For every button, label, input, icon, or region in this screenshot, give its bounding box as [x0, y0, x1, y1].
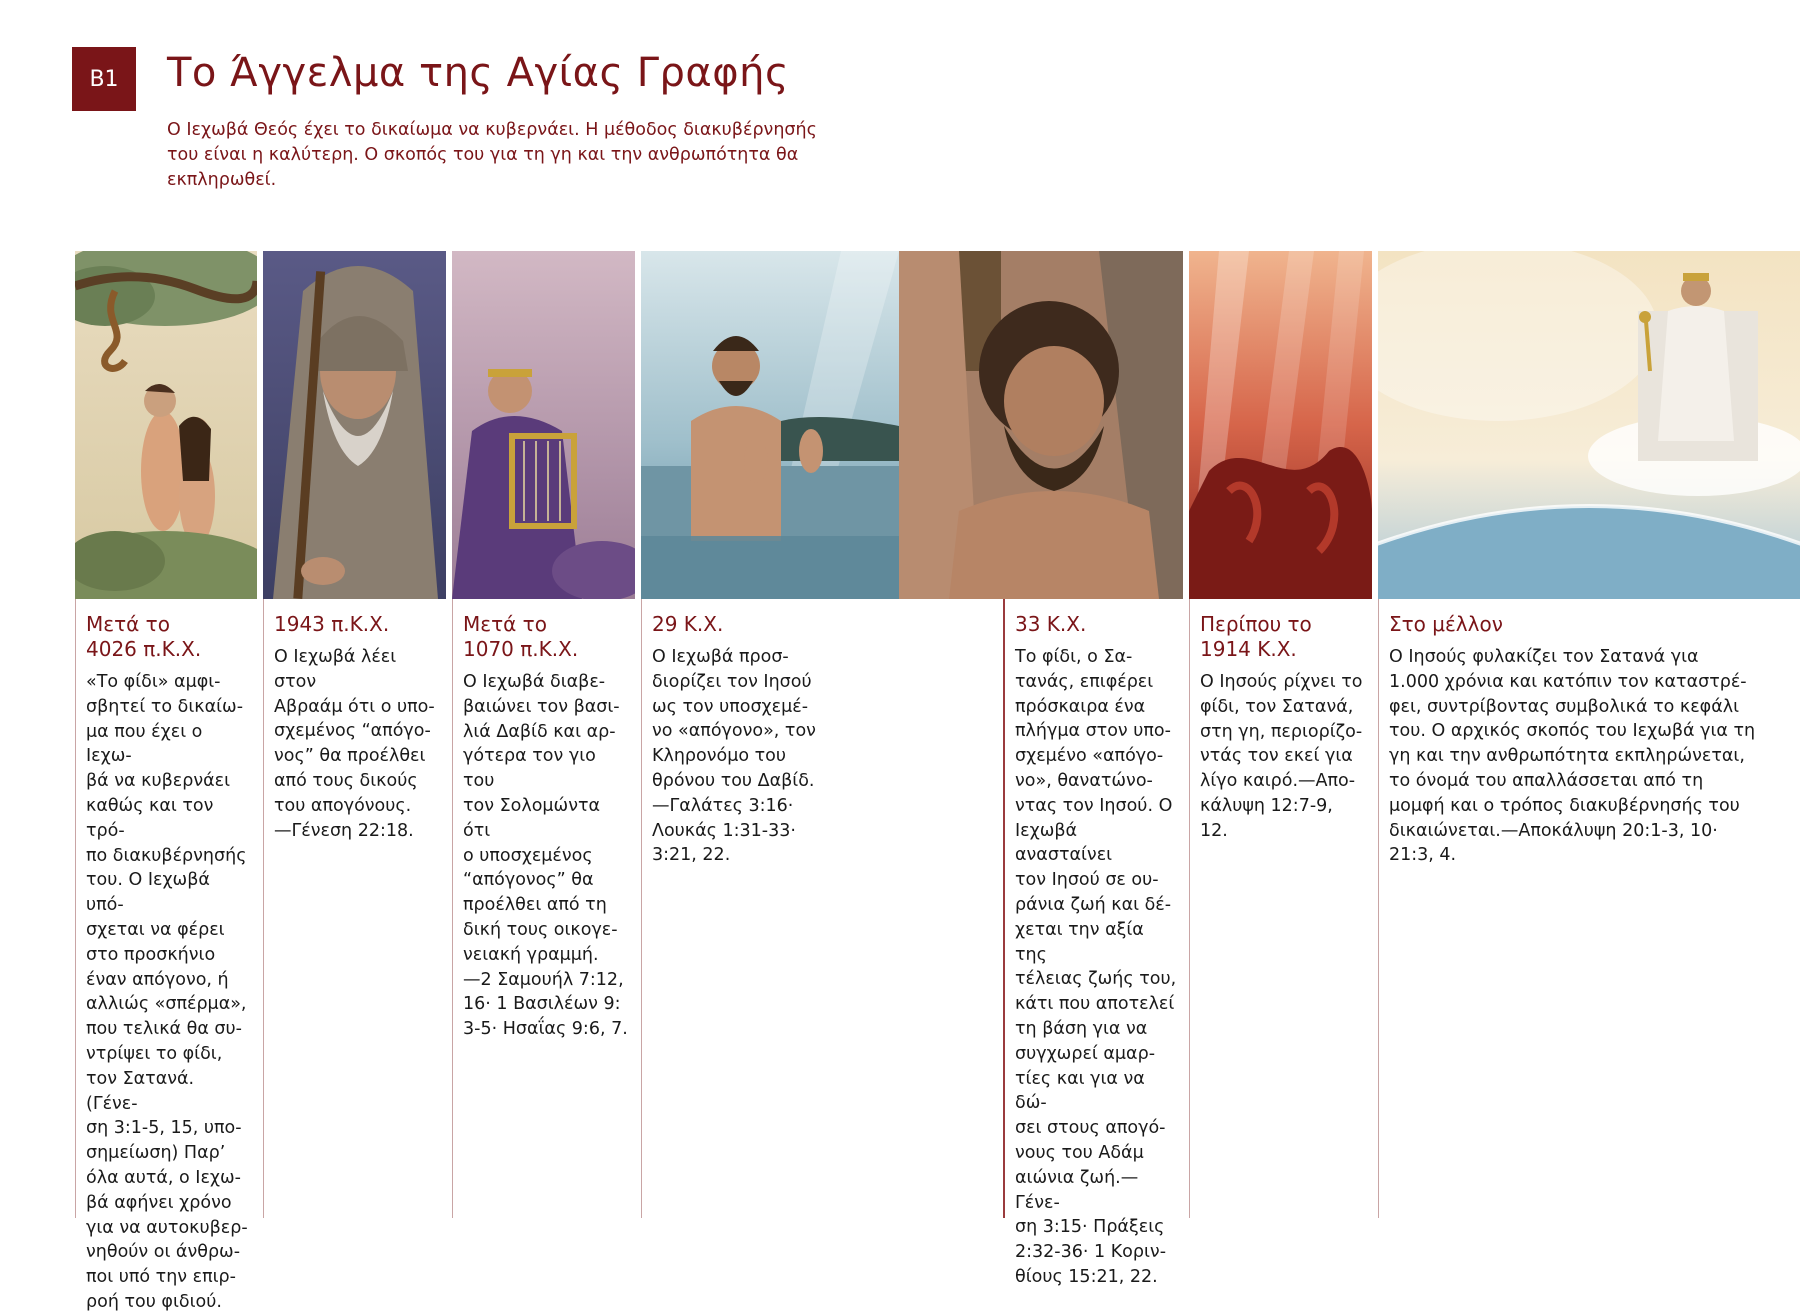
page-title: Το Άγγελμα της Αγίας Γραφής: [167, 50, 789, 96]
entry-date: 29 Κ.Χ.: [652, 612, 724, 636]
entry-text: Ο Ιησούς φυλακίζει τον Σατανά για 1.000 χρόνια και κατόπιν τον καταστρέ- φει, συντρίβοντας συμβολικά το κεφάλι του. Ο αρχικός σκοπός του Ιεχωβά για τη γη και την ανθρωπότητα εκπληρώνεται, το όνομά του απαλλάσσεται από τη μομφή και ο τρόπος διακυβέρνησής του δικαιώνεται.—Αποκάλυψη 20:1-3, 10· 21:3, 4.: [1389, 647, 1756, 866]
jesus-king-throne-image: [1378, 251, 1800, 599]
entry-date: Στο μέλλον: [1389, 612, 1503, 636]
timeline-entry-2: [263, 599, 447, 1218]
entry-text: Ο Ιεχωβά προσ- διορίζει τον Ιησού ως τον υποσχεμέ- νο «απόγονο», τον Κληρονόμο του θρόνου του Δαβίδ. —Γαλάτες 3:16· Λουκάς 1:31-33· 3:21, 22.: [652, 647, 816, 866]
king-david-harp-image: [452, 251, 635, 599]
entry-date: 33 Κ.Χ.: [1015, 612, 1087, 636]
intro-paragraph: Ο Ιεχωβά Θεός έχει το δικαίωμα να κυβερνάει. Η μέθοδος διακυβέρνησής του είναι η καλύτερη. Ο σκοπός του για τη γη και την ανθρωπότητα θα εκπληρωθεί.: [167, 120, 817, 190]
timeline-entry-1: [75, 599, 258, 1312]
jesus-baptism-image: [641, 251, 899, 599]
entry-date: 1943 π.Κ.Χ.: [274, 612, 390, 636]
timeline-entry-5: [1003, 599, 1185, 1287]
entry-text: Ο Ιεχωβά λέει στον Αβραάμ ότι ο υπο- σχεμένος “απόγο- νος” θα προέλθει από τους δικούς του απογόνους. —Γένεση 22:18.: [274, 647, 435, 841]
serpent-adam-eve-image: [75, 251, 257, 599]
section-badge: B1: [72, 47, 136, 111]
entry-date: Μετά το 1070 π.Κ.Χ.: [463, 612, 579, 661]
timeline-entry-4: [641, 599, 1000, 1218]
entry-date: Μετά το 4026 π.Κ.Χ.: [86, 612, 202, 661]
timeline-entry-7: [1378, 599, 1800, 1218]
timeline-entry-3: [452, 599, 636, 1218]
entry-text: Το φίδι, ο Σα- τανάς, επιφέρει πρόσκαιρα ένα πλήγμα στον υπο- σχεμένο «απόγο- νο», θανατώνο- ντας τον Ιησού. Ο Ιεχωβά ανασταίνει τον Ιησού σε ου- ράνια ζωή και δέ- χεται την αξία της τέλειας ζωής του, κάτι που αποτελεί τη βάση για να συγχωρεί αμαρ- τίες και για να δώ- σει στους απογό- νους του Αδάμ αιώνια ζωή.—Γένε- ση 3:15· Πράξεις 2:32-36· 1 Κοριν- θίους 15:21, 22.: [1015, 647, 1177, 1287]
entry-text: Ο Ιησούς ρίχνει το φίδι, τον Σατανά, στη γη, περιορίζο- ντάς τον εκεί για λίγο καιρό.—Απο- κάλυψη 12:7-9, 12.: [1200, 672, 1363, 841]
illustration-strip: [0, 251, 1800, 599]
abraham-image: [263, 251, 446, 599]
satan-cast-down-image: [1189, 251, 1372, 599]
entry-date: Περίπου το 1914 Κ.Χ.: [1200, 612, 1312, 661]
entry-text: «Το φίδι» αμφι- σβητεί το δικαίω- μα που έχει ο Ιεχω- βά να κυβερνάει καθώς και τον τρό- πο διακυβέρνησής του. Ο Ιεχωβά υπό- σχεται να φέρει στο προσκήνιο έναν απόγονο, ή αλλιώς «σπέρμα», που τελικά θα συ- ντρίψει το φίδι, τον Σατανά. (Γένε- ση 3:1-5, 15, υπο- σημείωση) Παρ’ όλα αυτά, ο Ιεχω- βά αφήνει χρόνο για να αυτοκυβερ- νηθούν οι άνθρω- ποι υπό την επιρ- ροή του φιδιού.: [86, 672, 248, 1312]
jesus-stake-image: [899, 251, 1183, 599]
timeline-entry-6: [1189, 599, 1373, 1218]
entry-text: Ο Ιεχωβά διαβε- βαιώνει τον βασι- λιά Δαβίδ και αρ- γότερα τον γιο του τον Σολομώντα ότι ο υποσχεμένος “απόγονος” θα προέλθει από τη δική τους οικογε- νειακή γραμμή. —2 Σαμουήλ 7:12, 16· 1 Βασιλέων 9: 3-5· Ησαΐας 9:6, 7.: [463, 672, 628, 1040]
